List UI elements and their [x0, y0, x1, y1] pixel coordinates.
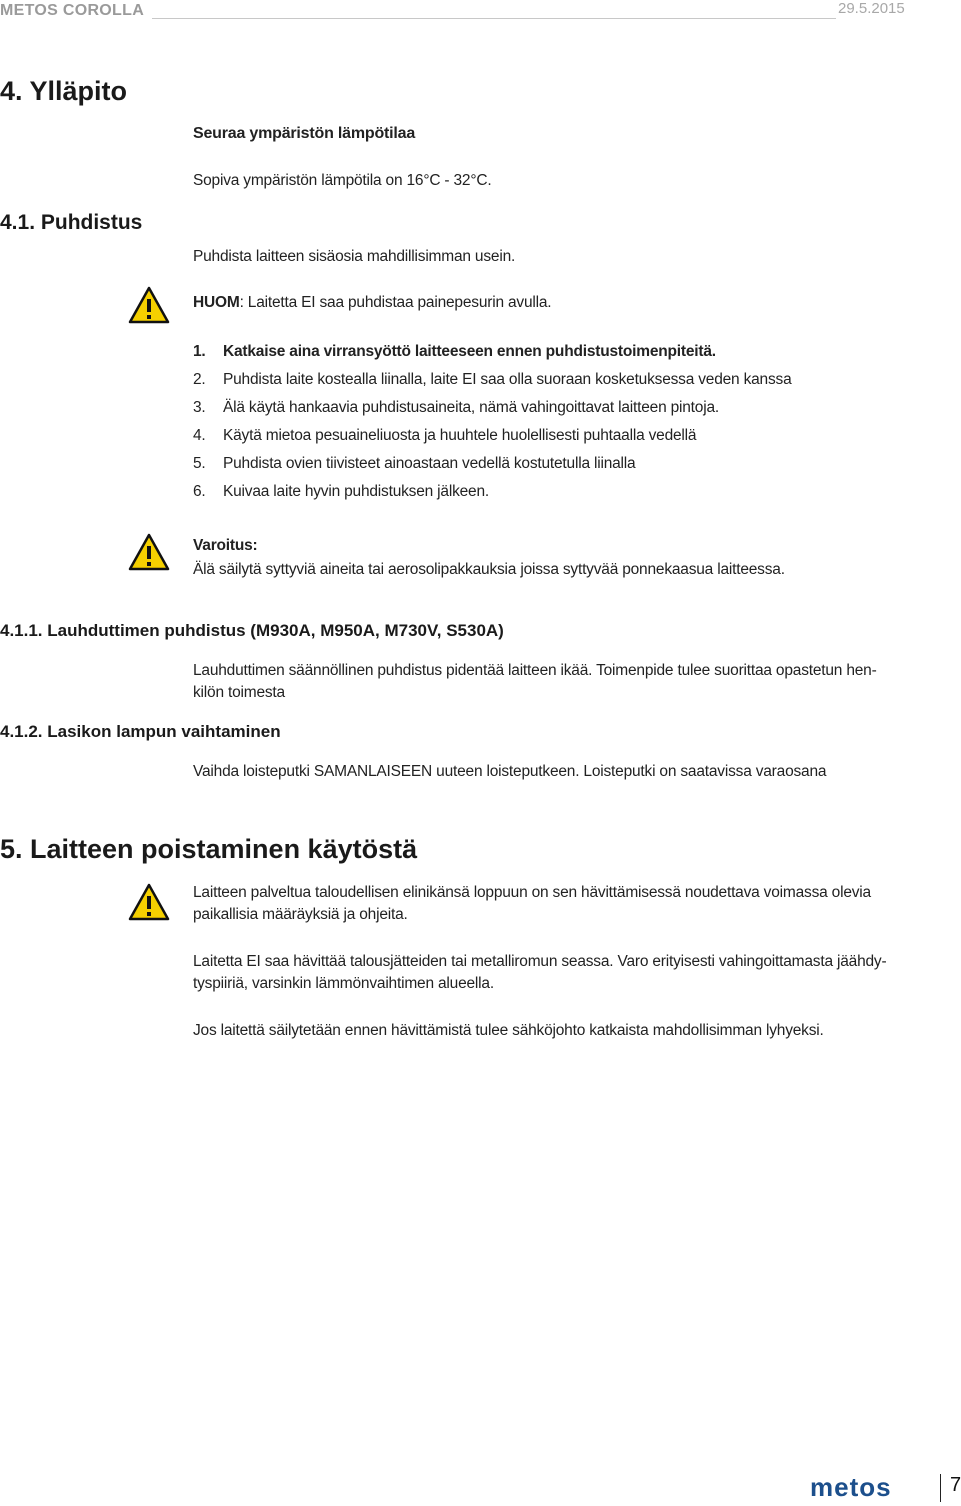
step-5	[193, 455, 635, 473]
condenser-text-line1: Lauhduttimen säännöllinen puhdistus pidentää laitteen ikää. Toimenpide tulee suorittaa opastetun hen-	[193, 662, 877, 679]
step-3	[193, 399, 719, 417]
warning-triangle-icon	[128, 533, 170, 571]
section-4-title: 4. Ylläpito	[0, 76, 128, 106]
footer-separator	[940, 1474, 941, 1502]
step-text: Katkaise aina virransyöttö laitteeseen ennen puhdistustoimenpiteitä.	[223, 343, 716, 360]
step-text: Puhdista laite kostealla liinalla, laite EI saa olla suoraan kosketuksessa veden kanssa	[223, 371, 792, 388]
note-label: HUOM	[193, 294, 240, 311]
warning-label: Varoitus:	[193, 537, 258, 554]
header-rule	[152, 18, 836, 19]
header-date: 29.5.2015	[838, 0, 905, 17]
warning-triangle-icon	[128, 286, 170, 324]
step-text: Puhdista ovien tiivisteet ainoastaan vedellä kostutetulla liinalla	[223, 455, 636, 472]
env-heading: Seuraa ympäristön lämpötilaa	[193, 125, 416, 142]
cleaning-intro: Puhdista laitteen sisäosia mahdillisimman usein.	[193, 248, 516, 265]
section-4-1-1-title: 4.1.1. Lauhduttimen puhdistus (M930A, M950A, M730V, S530A)	[0, 621, 504, 640]
note-text: : Laitetta EI saa puhdistaa painepesurin avulla.	[239, 294, 552, 311]
disposal-p1-line1: Laitteen palveltua taloudellisen elinikänsä loppuun on sen hävittämisessä noudettava voimassa olevia	[193, 884, 871, 901]
step-number: 6.	[193, 483, 206, 500]
step-number: 1.	[193, 343, 206, 360]
condenser-text-line2: kilön toimesta	[193, 684, 285, 701]
warning-triangle-icon	[128, 883, 170, 921]
note-line	[193, 294, 551, 312]
lamp-text: Vaihda loisteputki SAMANLAISEEN uuteen loisteputkeen. Loisteputki on saatavissa varaosana	[193, 763, 827, 780]
step-number: 4.	[193, 427, 206, 444]
header-brand: METOS COROLLA	[0, 2, 145, 19]
section-5-title: 5. Laitteen poistaminen käytöstä	[0, 834, 418, 864]
metos-logo	[810, 1474, 930, 1502]
warning-text: Älä säilytä syttyviä aineita tai aerosolipakkauksia joissa syttyvää ponnekaasua laitteessa.	[193, 561, 785, 578]
step-1	[193, 343, 716, 361]
disposal-p2-line2: tyspiiriä, varsinkin lämmönvaihtimen alueella.	[193, 975, 494, 992]
step-2	[193, 371, 792, 389]
step-number: 5.	[193, 455, 206, 472]
step-text: Kuivaa laite hyvin puhdistuksen jälkeen.	[223, 483, 490, 500]
step-4	[193, 427, 696, 445]
section-4-1-2-title: 4.1.2. Lasikon lampun vaihtaminen	[0, 722, 281, 741]
step-number: 2.	[193, 371, 206, 388]
step-text: Käytä mietoa pesuaineliuosta ja huuhtele huolellisesti puhtaalla vedellä	[223, 427, 697, 444]
page-number: 7	[950, 1474, 961, 1496]
section-4-1-title: 4.1. Puhdistus	[0, 211, 143, 234]
step-6	[193, 483, 489, 501]
disposal-p3: Jos laitettä säilytetään ennen hävittämistä tulee sähköjohto katkaista mahdollisimman lyhyeksi.	[193, 1022, 824, 1039]
disposal-p1-line2: paikallisia määräyksiä ja ohjeita.	[193, 906, 408, 923]
step-text: Älä käytä hankaavia puhdistusaineita, nämä vahingoittavat laitteen pintoja.	[223, 399, 719, 416]
env-text: Sopiva ympäristön lämpötila on 16°C - 32°C.	[193, 172, 492, 189]
disposal-p2-line1: Laitetta EI saa hävittää talousjätteiden tai metalliromun seassa. Varo erityisesti vahingoittamasta jäähdy-	[193, 953, 887, 970]
logo-text: metos	[810, 1472, 892, 1502]
step-number: 3.	[193, 399, 206, 416]
